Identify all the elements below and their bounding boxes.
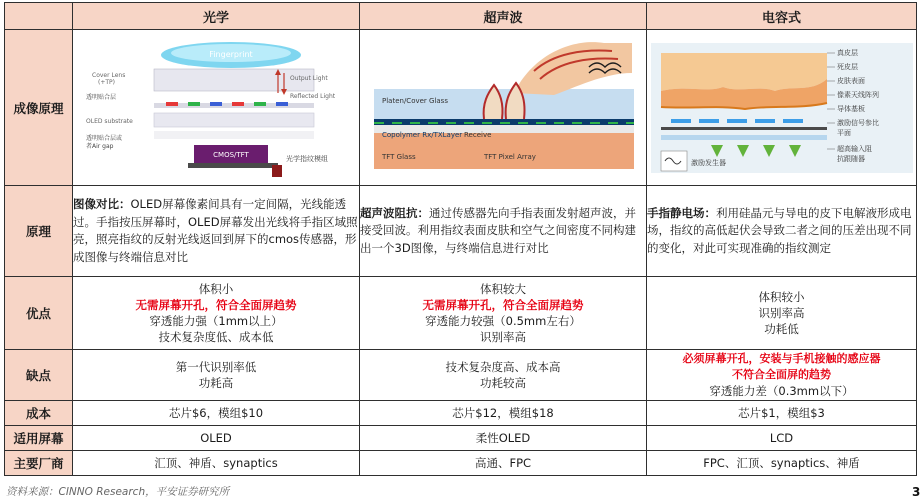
ultrasonic-tft-glass-label: TFT Glass [382,152,416,161]
cap-excitation-ref-label: 激励信号参比 [836,118,879,127]
principle-ultrasonic-title: 超声波阻抗： [360,205,429,220]
row-label-cost: 成本 [5,401,73,426]
screen-capacitive: LCD [647,426,917,451]
dis-capacitive-red1: 必须屏幕开孔，安装与手机接触的感应器 [682,352,881,365]
dis-capacitive-l1: 穿透能力差（0.3mm以下） [709,384,854,398]
adv-ultrasonic-l2: 穿透能力较强（0.5mm左右） [425,314,581,328]
adv-optical-l2: 穿透能力强（1mm以上） [149,314,283,328]
cap-follower-label: 抗跟随器 [836,154,865,163]
page-number: 3 [912,485,921,499]
adv-capacitive-l1: 体积较小 [758,290,805,304]
row-label-advantages: 优点 [5,277,73,350]
row-imaging [5,30,917,186]
optical-air-gap-label: 者Air gap [86,142,114,150]
cap-true-skin-label: 真皮层 [836,48,858,57]
principle-capacitive-text: 利用硅晶元与导电的皮下电解液形成电场，指纹的高低起伏会导致二者之间的压差出现不同的变化，对此可实现准确的指纹测定 [647,205,912,255]
row-disadvantages [5,350,917,401]
row-label-imaging: 成像原理 [5,30,73,186]
dis-ultrasonic-l1: 技术复杂度高、成本高 [445,360,561,374]
capacitive-diagram [651,33,913,183]
optical-oled-substrate-label: OLED substrate [86,117,133,125]
cost-capacitive: 芯片$1，模组$3 [647,401,917,426]
adv-ultrasonic-l1: 体积较大 [480,282,526,296]
cost-optical: 芯片$6，模组$10 [73,401,360,426]
adv-optical-l3: 技术复杂度低、成本低 [158,330,274,344]
optical-module-label: 光学指纹模组 [286,154,328,163]
optical-fingerprint-label: Fingerprint [209,49,253,59]
principle-capacitive [647,186,917,277]
optical-diagram-cell [73,30,360,186]
optical-oca2-label: 透明贴合层或 [86,134,123,142]
optical-cover-lens-label: Cover Lens [92,71,126,79]
ultrasonic-diagram [364,33,642,183]
adv-optical-red: 无需屏幕开孔，符合全面屏趋势 [135,298,297,312]
comparison-table [4,2,917,476]
screen-ultrasonic: 柔性OLED [360,426,647,451]
ultrasonic-receive-label: Receive [464,130,492,139]
adv-optical-l1: 体积小 [198,282,234,296]
principle-optical-title: 图像对比： [73,197,131,211]
row-screen [5,426,917,451]
header-row [5,3,917,30]
row-advantages [5,277,917,350]
principle-ultrasonic-text: 通过传感器先向手指表面发射超声波，并接受回波。利用指纹表面皮肤和空气之间密度不同构建出一个3D图像，与终端信息进行对比 [360,205,636,255]
advantages-ultrasonic [360,277,647,350]
row-label-makers: 主要厂商 [5,451,73,476]
adv-capacitive-l2: 识别率高 [758,306,805,320]
disadvantages-ultrasonic [360,350,647,401]
adv-ultrasonic-l3: 识别率高 [480,330,526,344]
header-ultrasonic: 超声波 [360,3,647,30]
principle-optical-text: OLED屏幕像素间具有一定间隔，光线能透过。手指按压屏幕时，OLED屏幕发出光线将手指区域照亮，照亮指纹的反射光线返回到屏下的cmos传感器，形成图像与终端信息对比 [73,197,358,264]
principle-ultrasonic [360,186,647,277]
row-label-disadvantages: 缺点 [5,350,73,401]
optical-diagram [76,33,356,183]
header-corner [5,3,73,30]
cap-pixel-antenna-label: 像素天线阵列 [836,90,879,99]
optical-reflected-light-label: Reflected Light [290,92,336,100]
adv-capacitive-l3: 功耗低 [764,322,799,336]
header-capacitive: 电容式 [647,3,917,30]
optical-oca1-label: 透明贴合层 [86,93,117,101]
row-cost [5,401,917,426]
advantages-optical [73,277,360,350]
advantages-capacitive [647,277,917,350]
principle-optical [73,186,360,277]
dis-optical-l2: 功耗高 [198,376,234,390]
row-label-principle: 原理 [5,186,73,277]
ultrasonic-platen-label: Platen/Cover Glass [382,96,448,105]
cap-excitation-generator-label: 激励发生器 [690,158,726,167]
cap-ultra-high-input-label: 超高输入阻 [836,144,872,153]
ultrasonic-diagram-cell [360,30,647,186]
ultrasonic-copolymer-label: Copolymer Rx/TXLayer [382,130,463,139]
dis-ultrasonic-l2: 功耗较高 [480,376,526,390]
optical-cmos-label: CMOS/TFT [213,150,249,159]
cap-conductive-substrate-label: 导体基板 [836,104,865,113]
dis-optical-l1: 第一代识别率低 [175,360,257,374]
source-note: 资料来源：CINNO Research，平安证券研究所 [6,486,230,498]
screen-optical: OLED [73,426,360,451]
ultrasonic-tft-pixel-label: TFT Pixel Array [484,152,536,161]
cap-skin-surface-label: 皮肤表面 [836,76,865,85]
cost-ultrasonic: 芯片$12，模组$18 [360,401,647,426]
disadvantages-optical [73,350,360,401]
capacitive-diagram-cell [647,30,917,186]
disadvantages-capacitive [647,350,917,401]
cap-plane-label: 平面 [836,128,851,137]
makers-capacitive: FPC、汇顶、synaptics、神盾 [647,451,917,476]
makers-optical: 汇顶、神盾、synaptics [73,451,360,476]
row-label-screen: 适用屏幕 [5,426,73,451]
optical-output-light-label: Output Light [290,74,328,82]
cap-dead-skin-label: 死皮层 [836,62,858,71]
principle-capacitive-title: 手指静电场： [647,205,716,220]
row-principle [5,186,917,277]
optical-tp-label: (+TP) [98,78,115,86]
header-optical: 光学 [73,3,360,30]
row-makers [5,451,917,476]
adv-ultrasonic-red: 无需屏幕开孔，符合全面屏趋势 [422,298,584,312]
dis-capacitive-red2: 不符合全面屏的趋势 [732,368,831,381]
makers-ultrasonic: 高通、FPC [360,451,647,476]
